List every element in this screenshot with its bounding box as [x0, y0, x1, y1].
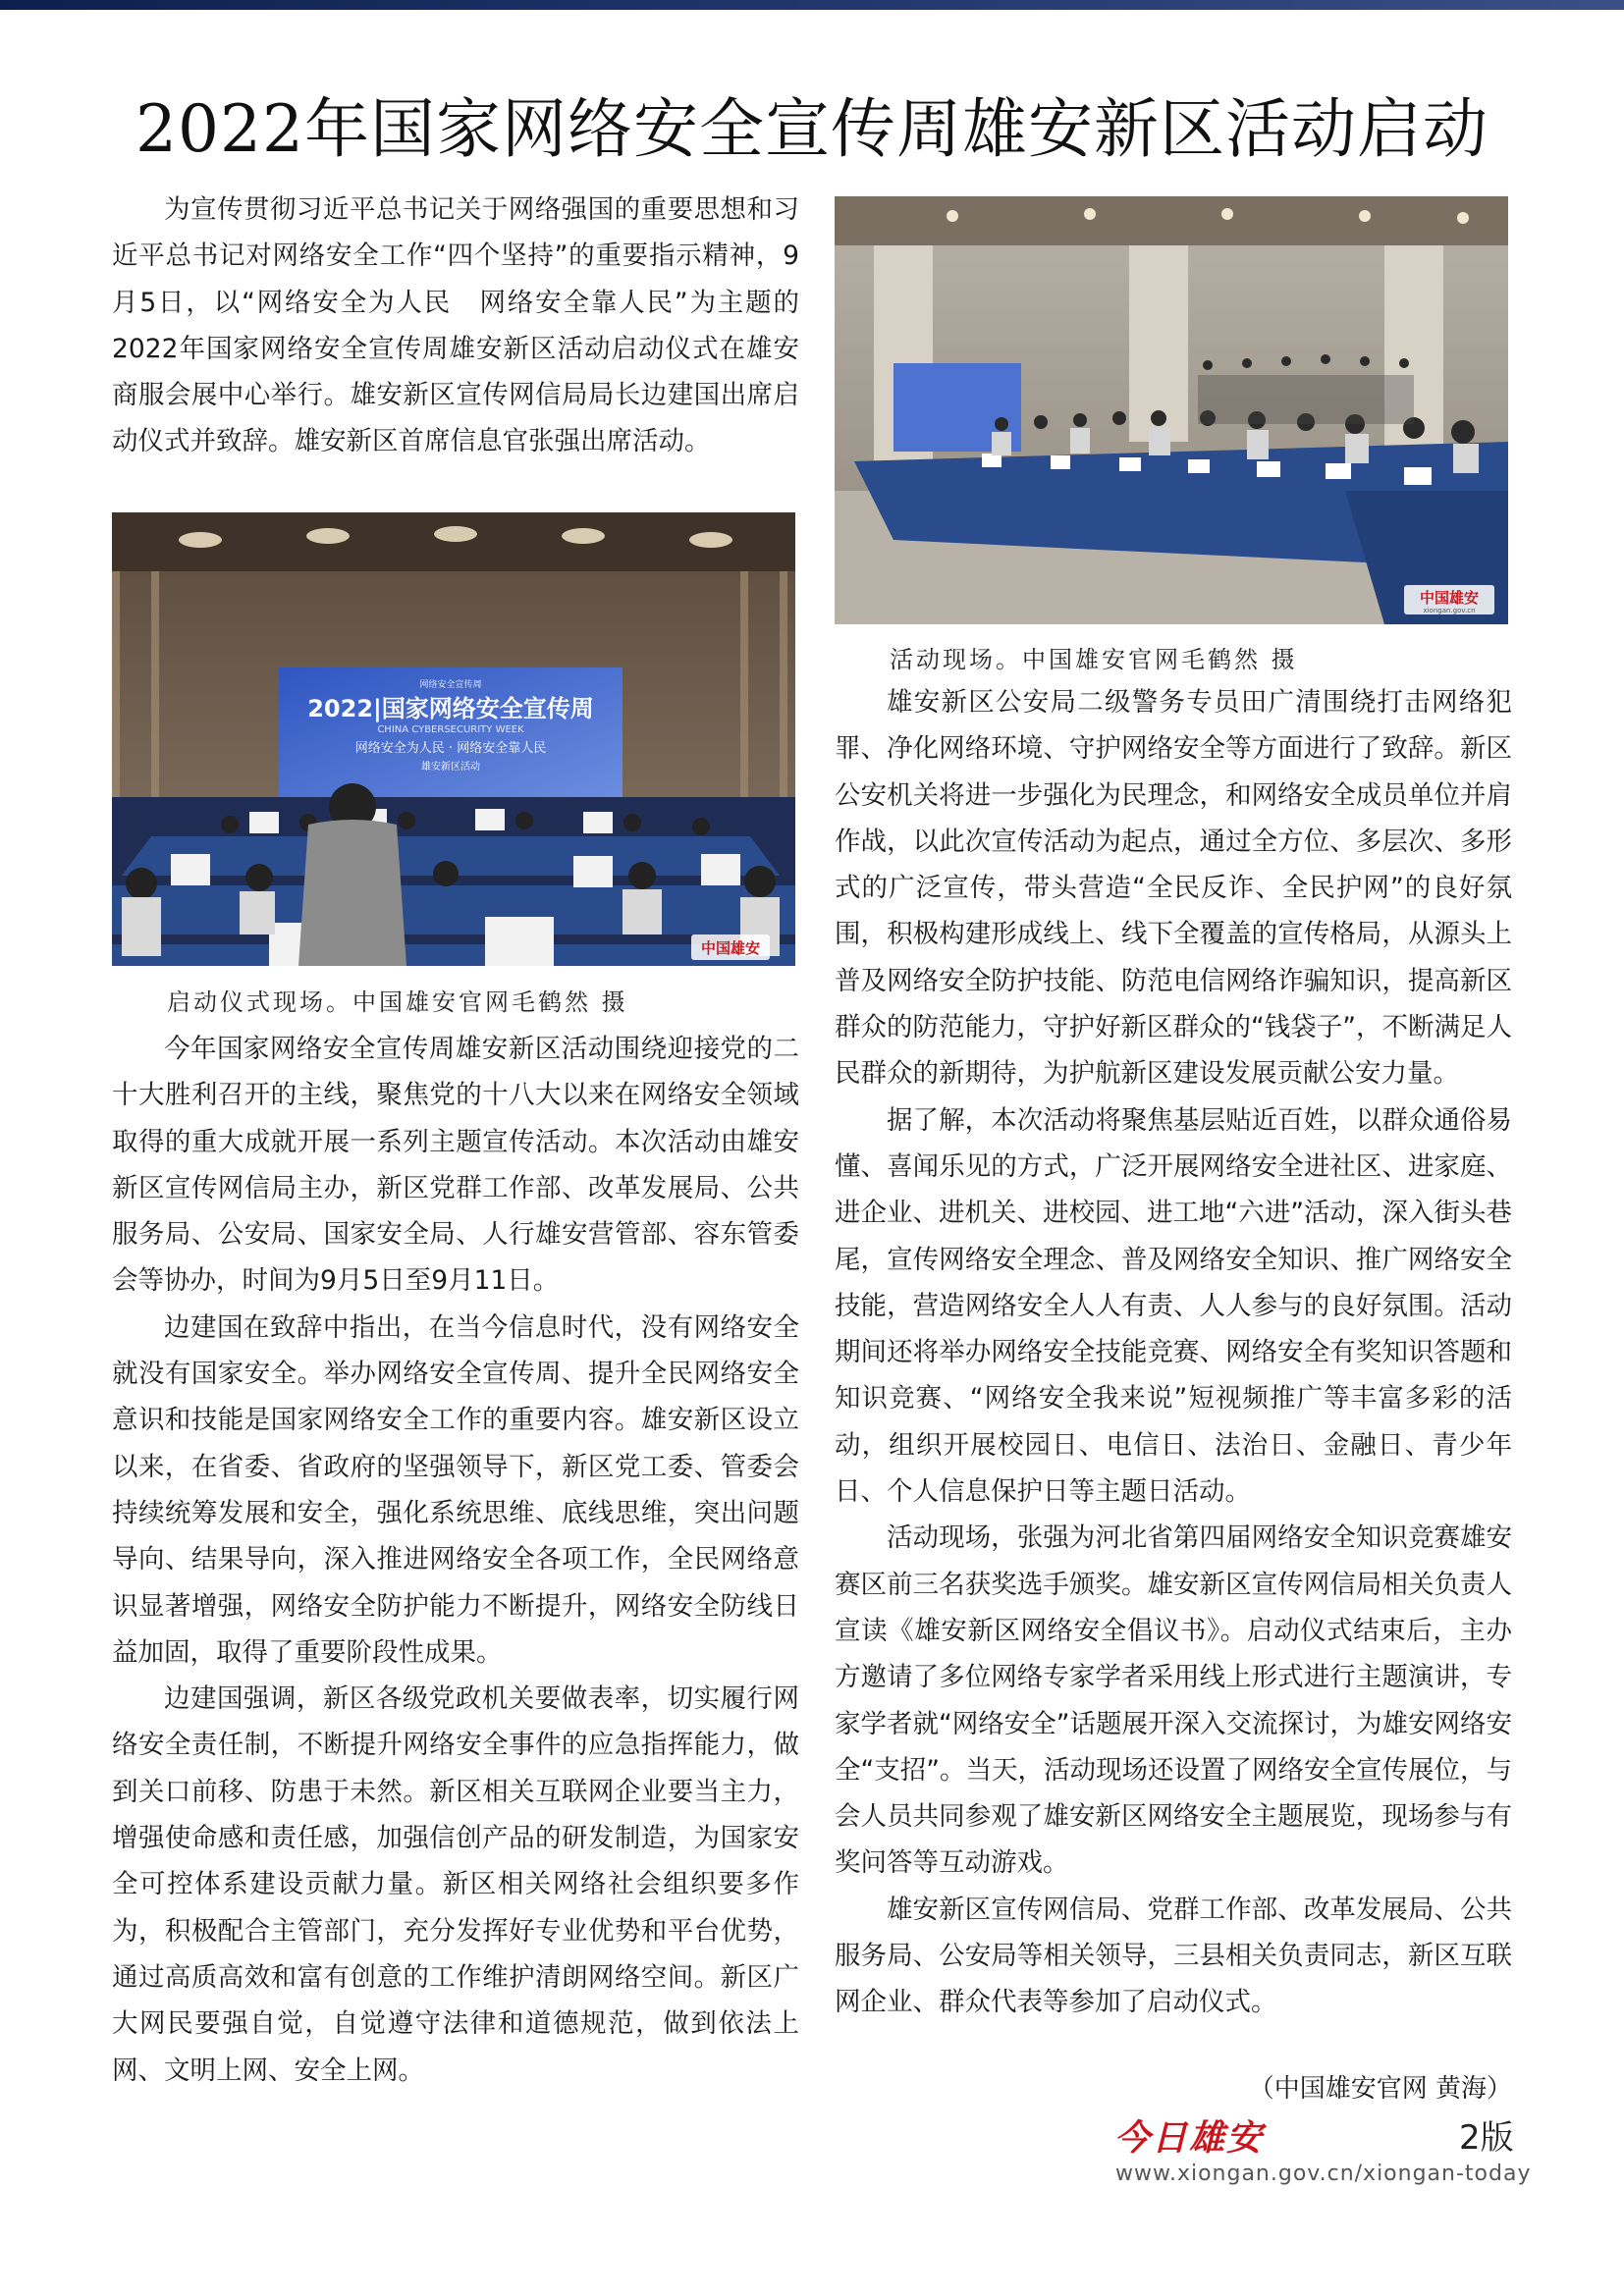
photo-event-scene: [835, 196, 1508, 624]
photo-event-scene-image: [835, 196, 1508, 624]
photo-watermark-2: 中国雄安: [1419, 589, 1480, 607]
brand-logo-today-xiongan: 今日雄安: [1114, 2117, 1265, 2159]
top-accent-bar: [0, 0, 1624, 10]
caption-opening-ceremony: 启动仪式现场。中国雄安官网毛鹤然 摄: [167, 988, 628, 1016]
caption-event-scene: 活动现场。中国雄安官网毛鹤然 摄: [890, 646, 1298, 673]
photo-opening-ceremony: [112, 512, 795, 966]
left-column-body: [112, 1026, 799, 2094]
paragraph-speech: 边建国在致辞中指出，在当今信息时代，没有网络安全就没有国家安全。举办网络安全宣传周、提升全民网络安全意识和技能是国家网络安全工作的重要内容。雄安新区设立以来，在省委、省政府的坚强领导下，新区党工委、管委会持续统筹发展和安全，强化系统思维、底线思维，突出问题导向、结果导向，深入推进网络安全各项工作，全民网络意识显著增强，网络安全防护能力不断提升，网络安全防线日益加固，取得了重要阶段性成果。: [112, 1311, 799, 1668]
article-author: （中国雄安官网 黄海）: [1248, 2074, 1512, 2104]
paragraph-intro: 为宣传贯彻习近平总书记关于网络强国的重要思想和习近平总书记对网络安全工作“四个坚持”的重要指示精神，9月5日，以“网络安全为人民 网络安全靠人民”为主题的2022年国家网络安全宣传周雄安新区活动启动仪式在雄安商服会展中心举行。雄安新区宣传网信局局长边建国出席启动仪式并致辞。雄安新区首席信息官张强出席活动。: [112, 194, 799, 457]
screen-title: 2022|国家网络安全宣传周: [307, 695, 594, 722]
photo-watermark-url: xiongan.gov.cn: [1423, 607, 1476, 614]
left-column-intro: [112, 187, 799, 465]
paragraph-theme: 今年国家网络安全宣传周雄安新区活动围绕迎接党的二十大胜利召开的主线，聚焦党的十八大以来在网络安全领域取得的重大成就开展一系列主题宣传活动。本次活动由雄安新区宣传网信局主办，新区党群工作部、改革发展局、公共服务局、公安局、国家安全局、人行雄安营管部、容东管委会等协办，时间为9月5日至9月11日。: [112, 1034, 799, 1297]
paragraph-awards: 活动现场，张强为河北省第四届网络安全知识竞赛雄安赛区前三名获奖选手颁奖。雄安新区宣传网信局相关负责人宣读《雄安新区网络安全倡议书》。启动仪式结束后，主办方邀请了多位网络专家学者采用线上形式进行主题演讲，专家学者就“网络安全”话题展开深入交流探讨，为雄安网络安全“支招”。当天，活动现场还设置了网络安全宣传展位，与会人员共同参观了雄安新区网络安全主题展览，现场参与有奖问答等互动游戏。: [835, 1522, 1512, 1879]
photo-opening-ceremony-scene: [112, 512, 795, 966]
page-number: 2版: [1459, 2118, 1514, 2158]
paragraph-activities: 据了解，本次活动将聚焦基层贴近百姓，以群众通俗易懂、喜闻乐见的方式，广泛开展网络安全进社区、进家庭、进企业、进机关、进校园、进工地“六进”活动，深入街头巷尾，宣传网络安全理念、普及网络安全知识、推广网络安全技能，营造网络安全人人有责、人人参与的良好氛围。活动期间还将举办网络安全技能竞赛、网络安全有奖知识答题和知识竞赛、“网络安全我来说”短视频推广等丰富多彩的活动，组织开展校园日、电信日、法治日、金融日、青少年日、个人信息保护日等主题日活动。: [835, 1104, 1512, 1508]
paragraph-police: 雄安新区公安局二级警务专员田广清围绕打击网络犯罪、净化网络环境、守护网络安全等方面进行了致辞。新区公安机关将进一步强化为民理念，和网络安全成员单位并肩作战，以此次宣传活动为起点，通过全方位、多层次、多形式的广泛宣传，带头营造“全民反诈、全民护网”的良好氛围，积极构建形成线上、线下全覆盖的宣传格局，从源头上普及网络安全防护技能、防范电信网络诈骗知识，提高新区群众的防范能力，守护好新区群众的“钱袋子”，不断满足人民群众的新期待，为护航新区建设发展贡献公安力量。: [835, 687, 1512, 1090]
paragraph-attendees: 雄安新区宣传网信局、党群工作部、改革发展局、公共服务局、公安局等相关领导，三县相关负责同志，新区互联网企业、群众代表等参加了启动仪式。: [835, 1894, 1512, 2018]
right-column-body: [835, 679, 1512, 2026]
footer-url: www.xiongan.gov.cn/xiongan-today: [1115, 2162, 1532, 2186]
screen-subtitle: CHINA CYBERSECURITY WEEK: [377, 724, 524, 735]
screen-slogan: 网络安全为人民 · 网络安全靠人民: [354, 741, 547, 756]
screen-event-name: 雄安新区活动: [421, 762, 480, 773]
svg-text:网络安全宣传周: 网络安全宣传周: [419, 680, 482, 690]
article-title: 2022年国家网络安全宣传周雄安新区活动启动: [135, 91, 1489, 167]
photo-watermark: 中国雄安: [700, 939, 761, 957]
paragraph-emphasis: 边建国强调，新区各级党政机关要做表率，切实履行网络安全责任制，不断提升网络安全事件的应急指挥能力，做到关口前移、防患于未然。新区相关互联网企业要当主力，增强使命感和责任感，加强信创产品的研发制造，为国家安全可控体系建设贡献力量。新区相关网络社会组织要多作为，积极配合主管部门，充分发挥好专业优势和平台优势，通过高质高效和富有创意的工作维护清朗网络空间。新区广大网民要强自觉，自觉遵守法律和道德规范，做到依法上网、文明上网、安全上网。: [112, 1683, 799, 2086]
